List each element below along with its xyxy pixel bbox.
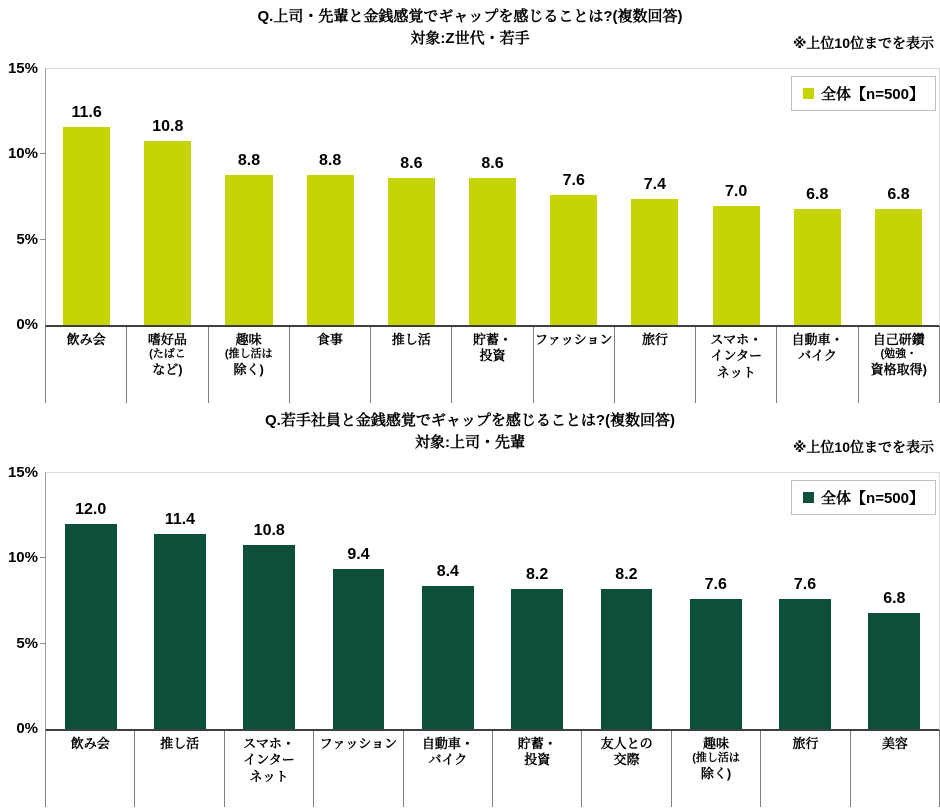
category-label: 自動車・ バイク: [777, 327, 858, 403]
bar: [144, 141, 191, 325]
bar: [779, 599, 831, 729]
bar: [868, 613, 920, 729]
y-tick-label: 15%: [7, 60, 38, 77]
bar: [601, 589, 653, 729]
bar: [225, 175, 272, 325]
bar-cell: [135, 473, 224, 729]
y-tick-label: 10%: [7, 145, 38, 163]
bar-value-label: 12.0: [75, 501, 107, 519]
bar: [794, 209, 841, 325]
bar: [422, 586, 474, 729]
chart-note: ※上位10位までを表示: [792, 35, 934, 51]
bar: [388, 178, 435, 325]
bar-value-label: 7.4: [643, 175, 667, 193]
bar: [631, 199, 678, 325]
chart-header: [0, 404, 940, 472]
category-label: 推し活: [371, 327, 452, 403]
bar-value-label: 9.4: [347, 545, 370, 563]
y-tick-label: 15%: [7, 464, 38, 481]
bar-cell: [671, 473, 760, 729]
chart-note: ※上位10位までを表示: [792, 439, 934, 455]
bar-value-label: 8.8: [237, 151, 261, 169]
category-label: スマホ・ インター ネット: [225, 731, 314, 807]
legend-swatch-icon: [803, 88, 814, 99]
y-tick-label: 10%: [7, 549, 38, 567]
bar-value-label: 7.6: [704, 576, 727, 594]
category-label: 美容: [851, 731, 940, 807]
bar-cell: [314, 473, 403, 729]
bar-value-label: 10.8: [152, 117, 184, 135]
bar-cell: [371, 69, 452, 325]
chart-title: Q.上司・先輩と金銭感覚でギャップを感じることは?(複数回答): [257, 8, 683, 25]
category-label: 自己研鑽 (勉強・ 資格取得): [859, 327, 940, 403]
bar-value-label: 8.6: [481, 155, 504, 173]
bar-value-label: 8.8: [319, 151, 342, 169]
bar: [469, 178, 516, 325]
bar-value-label: 6.8: [806, 185, 829, 203]
y-tick-label: 0%: [16, 316, 38, 333]
bar-value-label: 8.2: [526, 566, 549, 584]
bar-value-label: 7.6: [562, 172, 585, 190]
legend: [791, 76, 936, 111]
y-tick-mark: [40, 239, 46, 240]
chart-body: [0, 60, 940, 403]
bar-cell: [492, 473, 581, 729]
bar: [690, 599, 742, 729]
category-label: 嗜好品 (たばこ など): [127, 327, 208, 403]
category-labels: [45, 327, 940, 403]
bar-cell: [46, 69, 127, 325]
category-label: 食事: [290, 327, 371, 403]
bar: [713, 206, 760, 325]
bar: [333, 569, 385, 729]
category-label: 貯蓄・ 投資: [493, 731, 582, 807]
chart-header: [0, 0, 940, 68]
chart-title: Q.若手社員と金銭感覚でギャップを感じることは?(複数回答): [265, 412, 675, 429]
y-axis: [0, 464, 45, 737]
plot-wrap: [45, 472, 940, 807]
bar-value-label: 8.6: [400, 155, 423, 173]
bar-cell: [696, 69, 777, 325]
category-label: 友人との 交際: [582, 731, 671, 807]
bar-cell: [582, 473, 671, 729]
y-tick-mark: [40, 557, 46, 558]
y-tick-label: 5%: [16, 634, 38, 652]
y-tick-label: 5%: [16, 230, 38, 248]
bar: [154, 534, 206, 729]
chart-subtitle: 対象:上司・先輩: [415, 433, 525, 451]
bar-cell: [533, 69, 614, 325]
category-labels: [45, 731, 940, 807]
chart-subtitle: 対象:Z世代・若手: [410, 29, 530, 47]
bar: [307, 175, 354, 325]
plot-wrap: [45, 68, 940, 403]
bar-value-label: 8.4: [436, 562, 459, 580]
category-label: 飲み会: [46, 731, 135, 807]
legend-label: 全体【n=500】: [821, 490, 924, 507]
category-label: 推し活: [135, 731, 224, 807]
bar: [243, 545, 295, 729]
legend-swatch-icon: [803, 492, 814, 503]
category-label: 自動車・ バイク: [404, 731, 493, 807]
bar-value-label: 6.8: [887, 185, 910, 203]
bar-cell: [290, 69, 371, 325]
bar-value-label: 11.6: [71, 104, 102, 122]
y-tick-mark: [40, 153, 46, 154]
bar-cell: [127, 69, 208, 325]
bar-value-label: 8.2: [615, 566, 638, 584]
y-tick-label: 0%: [16, 720, 38, 737]
category-label: 旅行: [615, 327, 696, 403]
category-label: 飲み会: [46, 327, 127, 403]
bar-cell: [46, 473, 135, 729]
category-label: 趣味 (推し活は 除く): [209, 327, 290, 403]
category-label: 貯蓄・ 投資: [452, 327, 533, 403]
chart-body: [0, 464, 940, 807]
bar-value-label: 6.8: [883, 589, 906, 607]
category-label: 趣味 (推し活は 除く): [672, 731, 761, 807]
category-label: スマホ・ インター ネット: [696, 327, 777, 403]
bar-value-label: 7.6: [793, 576, 817, 594]
y-axis: [0, 60, 45, 333]
bar-value-label: 10.8: [253, 521, 285, 539]
plot-area: [45, 68, 940, 327]
bar-cell: [225, 473, 314, 729]
bar-value-label: 7.0: [724, 182, 748, 200]
category-label: ファッション: [534, 327, 615, 403]
bar: [875, 209, 922, 325]
category-label: 旅行: [761, 731, 850, 807]
bar-value-label: 11.4: [164, 511, 196, 529]
y-tick-mark: [40, 643, 46, 644]
bar: [511, 589, 563, 729]
bar-cell: [452, 69, 533, 325]
legend-label: 全体【n=500】: [821, 86, 924, 103]
legend: [791, 480, 936, 515]
bar: [63, 127, 110, 325]
bar-cell: [403, 473, 492, 729]
bar-cell: [208, 69, 289, 325]
chart-section-senior: [0, 404, 940, 808]
bar: [550, 195, 597, 325]
bar: [65, 524, 117, 729]
category-label: ファッション: [314, 731, 403, 807]
bar-cell: [614, 69, 695, 325]
plot-area: [45, 472, 940, 731]
